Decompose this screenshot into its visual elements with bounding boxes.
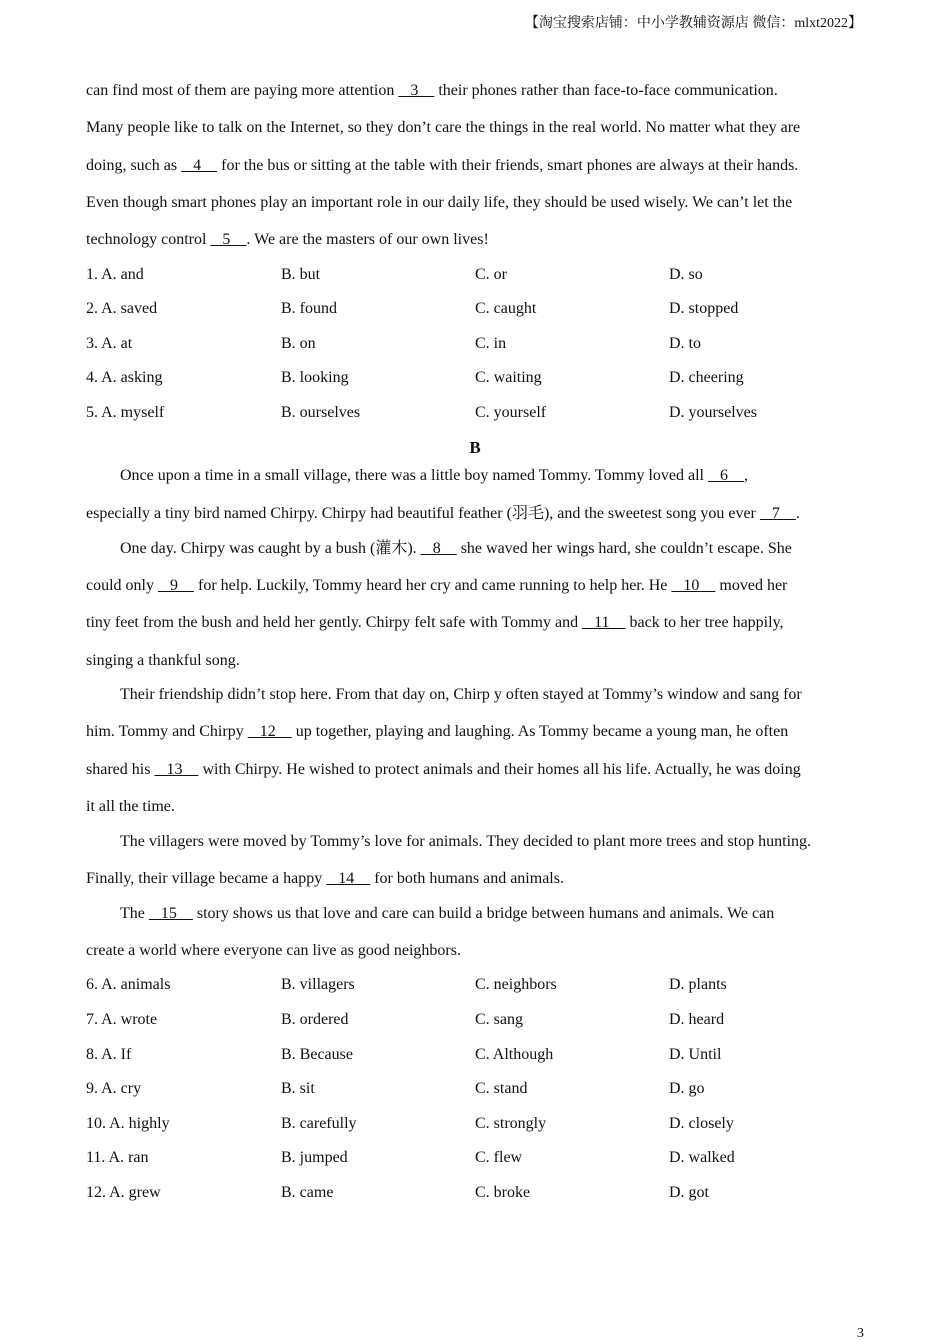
text-line: [86, 156, 798, 176]
text-line: [86, 230, 489, 250]
text-line: [86, 193, 792, 213]
text-line: [86, 760, 801, 780]
text-line: [120, 685, 802, 705]
blank-4: 4: [181, 157, 218, 174]
text-line: [86, 869, 564, 889]
text-segment: . We are the masters of our own lives!: [246, 231, 489, 248]
blank-15: 15: [148, 905, 193, 922]
text-segment: tiny feet from the bush and held her gently. Chirpy felt safe with Tommy and: [86, 614, 583, 631]
option-a: 2. A. saved: [86, 300, 158, 317]
option-b: B. carefully: [281, 1115, 357, 1132]
page-header: 【淘宝搜索店铺：中小学教辅资源店 微信：mlxt2022】: [524, 16, 862, 31]
option-c: C. Although: [475, 1046, 554, 1063]
option-b: B. looking: [281, 369, 349, 386]
text-segment: back to her tree happily,: [625, 614, 784, 631]
text-segment: with Chirpy. He wished to protect animals and their homes all his life. Actually, he was doing: [198, 761, 801, 778]
option-d: D. to: [669, 335, 701, 352]
option-c: C. yourself: [475, 404, 547, 421]
option-b: B. jumped: [281, 1149, 348, 1166]
option-c: C. or: [475, 266, 507, 283]
text-segment: moved her: [715, 577, 788, 594]
option-a: 12. A. grew: [86, 1184, 161, 1201]
option-d: D. Until: [669, 1046, 722, 1063]
option-b: B. ordered: [281, 1011, 349, 1028]
option-d: D. go: [669, 1080, 705, 1097]
text-segment: Many people like to talk on the Internet, so they don’t care the things in the real world. No matter what they are: [86, 119, 801, 136]
text-segment: technology control: [86, 231, 211, 248]
text-segment: can find most of them are paying more attention: [86, 82, 399, 99]
text-line: [86, 576, 787, 596]
option-c: C. sang: [475, 1011, 523, 1028]
blank-9: 9: [158, 577, 194, 594]
text-line: [86, 941, 461, 961]
option-b: B. ourselves: [281, 404, 361, 421]
text-segment: up together, playing and laughing. As Tommy became a young man, he often: [291, 723, 789, 740]
text-line: [120, 832, 811, 852]
blank-5: 5: [210, 231, 247, 248]
option-c: C. flew: [475, 1149, 523, 1166]
option-b: B. Because: [281, 1046, 353, 1063]
option-b: B. came: [281, 1184, 334, 1201]
blank-14: 14: [326, 870, 371, 887]
option-a: 4. A. asking: [86, 369, 163, 386]
text-segment: The villagers were moved by Tommy’s love for animals. They decided to plant more trees and stop hunting.: [120, 833, 812, 850]
option-d: D. got: [669, 1184, 709, 1201]
text-segment: ,: [744, 467, 748, 484]
blank-13: 13: [154, 761, 199, 778]
text-line: [86, 797, 175, 817]
blank-7: 7: [759, 505, 796, 522]
option-b: B. but: [281, 266, 321, 283]
text-segment: especially a tiny bird named Chirpy. Chirpy had beautiful feather (羽毛), and the sweetest song you ever: [86, 505, 760, 522]
option-b: B. sit: [281, 1080, 315, 1097]
text-segment: doing, such as: [86, 157, 182, 174]
text-line: [86, 722, 788, 742]
option-a: 5. A. myself: [86, 404, 165, 421]
blank-3: 3: [398, 82, 435, 99]
option-a: 8. A. If: [86, 1046, 132, 1063]
option-d: D. yourselves: [669, 404, 757, 421]
option-c: C. strongly: [475, 1115, 547, 1132]
option-d: D. closely: [669, 1115, 734, 1132]
option-a: 10. A. highly: [86, 1115, 170, 1132]
blank-6: 6: [708, 467, 744, 484]
text-segment: shared his: [86, 761, 155, 778]
option-a: 6. A. animals: [86, 976, 171, 993]
text-segment: .: [795, 505, 800, 522]
option-a: 1. A. and: [86, 266, 144, 283]
text-line: [86, 613, 784, 633]
option-c: C. broke: [475, 1184, 531, 1201]
text-segment: create a world where everyone can live as good neighbors.: [86, 942, 461, 959]
option-c: C. in: [475, 335, 507, 352]
blank-10: 10: [671, 577, 716, 594]
option-d: D. walked: [669, 1149, 735, 1166]
blank-12: 12: [247, 723, 292, 740]
text-segment: One day. Chirpy was caught by a bush (灌木).: [120, 540, 421, 557]
text-segment: Their friendship didn’t stop here. From that day on, Chirp y often stayed at Tommy’s window and sang for: [120, 686, 802, 703]
text-line: [86, 504, 800, 524]
option-d: D. stopped: [669, 300, 739, 317]
option-a: 11. A. ran: [86, 1149, 149, 1166]
option-c: C. neighbors: [475, 976, 557, 993]
text-segment: him. Tommy and Chirpy: [86, 723, 248, 740]
text-segment: she waved her wings hard, she couldn’t escape. She: [456, 540, 792, 557]
option-c: C. caught: [475, 300, 537, 317]
option-b: B. found: [281, 300, 337, 317]
text-line: [86, 651, 240, 671]
text-line: [86, 81, 778, 101]
option-d: D. so: [669, 266, 703, 283]
text-segment: story shows us that love and care can build a bridge between humans and animals. We can: [192, 905, 775, 922]
text-segment: Even though smart phones play an important role in our daily life, they should be used wisely. We can’t let the: [86, 194, 793, 211]
option-d: D. plants: [669, 976, 727, 993]
option-d: D. cheering: [669, 369, 744, 386]
option-c: C. stand: [475, 1080, 528, 1097]
text-segment: their phones rather than face-to-face communication.: [434, 82, 778, 99]
option-c: C. waiting: [475, 369, 542, 386]
blank-8: 8: [420, 540, 457, 557]
option-d: D. heard: [669, 1011, 725, 1028]
text-segment: could only: [86, 577, 158, 594]
text-segment: for the bus or sitting at the table with their friends, smart phones are always at their hands.: [217, 157, 799, 174]
page-number: 3: [857, 1326, 864, 1341]
text-segment: Finally, their village became a happy: [86, 870, 327, 887]
option-a: 7. A. wrote: [86, 1011, 158, 1028]
text-segment: Once upon a time in a small village, there was a little boy named Tommy. Tommy loved all: [120, 467, 708, 484]
text-segment: it all the time.: [86, 798, 175, 815]
text-line: [120, 466, 748, 486]
option-a: 3. A. at: [86, 335, 133, 352]
text-line: [120, 904, 774, 924]
text-segment: singing a thankful song.: [86, 652, 240, 669]
section-b-title: B: [469, 438, 481, 457]
text-segment: for both humans and animals.: [370, 870, 564, 887]
option-b: B. on: [281, 335, 316, 352]
blank-11: 11: [582, 614, 626, 631]
option-b: B. villagers: [281, 976, 355, 993]
text-segment: The: [120, 905, 149, 922]
text-segment: for help. Luckily, Tommy heard her cry and came running to help her. He: [194, 577, 672, 594]
option-a: 9. A. cry: [86, 1080, 142, 1097]
text-line: [120, 539, 792, 559]
text-line: [86, 118, 800, 138]
